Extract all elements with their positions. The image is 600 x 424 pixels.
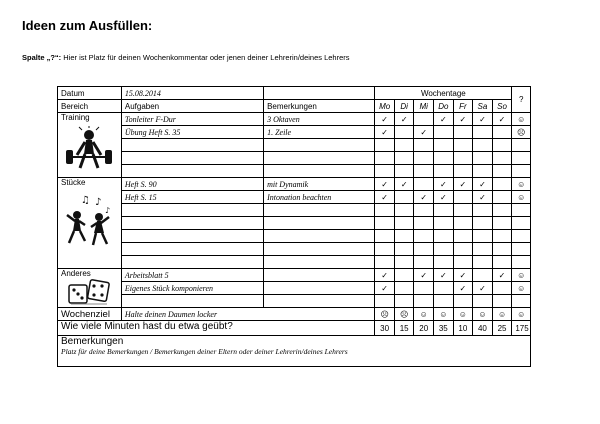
remark-cell[interactable]: 3 Oktaven (264, 113, 375, 126)
wochentage-label: Wochentage (375, 87, 512, 100)
task-cell[interactable] (121, 204, 263, 217)
section-anderes (58, 269, 122, 308)
check-cell[interactable] (473, 126, 493, 139)
check-cell[interactable]: ✓ (453, 113, 473, 126)
task-cell[interactable] (121, 165, 263, 178)
goal-face[interactable]: ☺ (434, 308, 454, 321)
minutes-value[interactable]: 20 (414, 321, 434, 336)
check-cell[interactable]: ✓ (434, 269, 454, 282)
check-cell[interactable]: ✓ (473, 113, 493, 126)
mood-cell[interactable]: ☺ (512, 282, 531, 295)
remark-cell[interactable] (264, 165, 375, 178)
minutes-value[interactable]: 10 (453, 321, 473, 336)
day-mi: Mi (414, 100, 434, 113)
minutes-value[interactable]: 35 (434, 321, 454, 336)
goal-face[interactable]: ☺ (492, 308, 512, 321)
check-cell[interactable] (453, 126, 473, 139)
dice-icon (67, 279, 111, 305)
minutes-value[interactable]: 30 (375, 321, 395, 336)
check-cell[interactable]: ✓ (375, 113, 395, 126)
check-cell[interactable]: ✓ (492, 113, 512, 126)
check-cell[interactable]: ✓ (434, 178, 454, 191)
remark-cell[interactable] (264, 217, 375, 230)
goal-face[interactable]: ☹ (375, 308, 395, 321)
section-training-label: Training (61, 113, 90, 122)
check-cell[interactable] (414, 178, 434, 191)
check-cell[interactable]: ✓ (434, 191, 454, 204)
minutes-value[interactable]: 25 (492, 321, 512, 336)
remark-cell[interactable] (264, 230, 375, 243)
task-cell[interactable] (121, 256, 263, 269)
section-anderes-label: Anderes (61, 269, 91, 278)
mood-cell[interactable]: ☺ (512, 178, 531, 191)
check-cell[interactable] (453, 191, 473, 204)
check-cell[interactable]: ✓ (473, 191, 493, 204)
weightlifter-icon (64, 126, 114, 172)
remark-cell[interactable] (264, 204, 375, 217)
check-cell[interactable] (394, 269, 414, 282)
datum-label: Datum (58, 87, 122, 100)
check-cell[interactable] (473, 269, 493, 282)
day-sa: Sa (473, 100, 493, 113)
task-cell[interactable] (121, 243, 263, 256)
check-cell[interactable] (492, 126, 512, 139)
bemerkungen-box[interactable] (58, 336, 531, 367)
check-cell[interactable]: ✓ (375, 282, 395, 295)
task-cell[interactable]: Übung Heft S. 35 (121, 126, 263, 139)
day-so: So (492, 100, 512, 113)
task-cell[interactable] (121, 152, 263, 165)
minutes-value[interactable]: 40 (473, 321, 493, 336)
bemerkungen-label: Bemerkungen (264, 100, 375, 113)
svg-text:♫: ♫ (81, 195, 91, 206)
task-cell[interactable]: Heft S. 15 (121, 191, 263, 204)
check-cell[interactable]: ✓ (453, 178, 473, 191)
remark-cell[interactable]: Intonation beachten (264, 191, 375, 204)
subtitle (22, 53, 350, 62)
check-cell[interactable]: ✓ (375, 126, 395, 139)
section-stuecke-label: Stücke (61, 178, 86, 187)
check-cell[interactable]: ✓ (453, 269, 473, 282)
check-cell[interactable]: ✓ (414, 126, 434, 139)
check-cell[interactable] (394, 191, 414, 204)
check-cell[interactable] (434, 282, 454, 295)
datum-value[interactable]: 15.08.2014 (121, 87, 263, 100)
check-cell[interactable]: ✓ (473, 178, 493, 191)
remark-cell[interactable]: 1. Zeile (264, 126, 375, 139)
subtitle-text: Hier ist Platz für deinen Wochenkommentar oder jenen deiner Lehrerin/deines Lehrers (61, 53, 350, 62)
bereich-label: Bereich (58, 100, 122, 113)
check-cell[interactable]: ✓ (453, 282, 473, 295)
bemerkungen-title: Bemerkungen (61, 336, 124, 347)
check-cell[interactable]: ✓ (414, 269, 434, 282)
wochenziel-text[interactable]: Halte deinen Daumen locker (121, 308, 374, 321)
check-cell[interactable]: ✓ (473, 282, 493, 295)
goal-face[interactable]: ☺ (414, 308, 434, 321)
bemerkungen-text: Platz für deine Bemerkungen / Bemerkungen deiner Eltern oder deiner Lehrerin/deines Lehrers (61, 347, 348, 356)
check-cell[interactable] (394, 126, 414, 139)
check-cell[interactable]: ✓ (394, 178, 414, 191)
goal-face[interactable]: ☺ (473, 308, 493, 321)
section-training (58, 113, 122, 178)
mood-cell[interactable]: ☺ (512, 269, 531, 282)
day-fr: Fr (453, 100, 473, 113)
day-do: Do (434, 100, 454, 113)
task-cell[interactable] (121, 139, 263, 152)
task-cell[interactable]: Arbeitsblatt 5 (121, 269, 263, 282)
mood-cell[interactable]: ☺ (512, 191, 531, 204)
goal-face[interactable]: ☹ (394, 308, 414, 321)
task-cell[interactable] (121, 217, 263, 230)
check-cell[interactable] (492, 191, 512, 204)
minutes-label: Wie viele Minuten hast du etwa geübt? (58, 321, 375, 336)
check-cell[interactable]: ✓ (434, 113, 454, 126)
remark-cell[interactable] (264, 152, 375, 165)
task-cell[interactable]: Heft S. 90 (121, 178, 263, 191)
task-cell[interactable]: Tonleiter F-Dur (121, 113, 263, 126)
day-di: Di (394, 100, 414, 113)
check-cell[interactable]: ✓ (414, 191, 434, 204)
minutes-total[interactable]: 175 (512, 321, 531, 336)
check-cell[interactable] (414, 282, 434, 295)
remark-cell[interactable] (264, 139, 375, 152)
section-stuecke (58, 178, 122, 269)
goal-face[interactable]: ☺ (512, 308, 531, 321)
wochenziel-label: Wochenziel (58, 308, 122, 321)
question-column-header: ? (512, 87, 531, 113)
remark-cell[interactable]: mit Dynamik (264, 178, 375, 191)
svg-text:♪: ♪ (105, 206, 111, 215)
check-cell[interactable] (394, 282, 414, 295)
check-cell[interactable]: ✓ (375, 191, 395, 204)
check-cell[interactable] (434, 126, 454, 139)
task-cell[interactable] (121, 230, 263, 243)
task-cell[interactable]: Eigenes Stück komponieren (121, 282, 263, 295)
check-cell[interactable] (414, 113, 434, 126)
task-cell[interactable] (121, 295, 263, 308)
mood-cell[interactable]: ☺ (512, 113, 531, 126)
page-title: Ideen zum Ausfüllen: (22, 18, 153, 33)
minutes-value[interactable]: 15 (394, 321, 414, 336)
check-cell[interactable]: ✓ (375, 178, 395, 191)
remark-cell[interactable] (264, 243, 375, 256)
check-cell[interactable] (492, 282, 512, 295)
svg-text:♪: ♪ (95, 197, 102, 208)
aufgaben-label: Aufgaben (121, 100, 263, 113)
day-mo: Mo (375, 100, 395, 113)
dancing-figures-icon (63, 191, 115, 249)
remark-cell[interactable] (264, 295, 375, 308)
goal-face[interactable]: ☺ (453, 308, 473, 321)
check-cell[interactable] (492, 178, 512, 191)
check-cell[interactable]: ✓ (394, 113, 414, 126)
check-cell[interactable]: ✓ (375, 269, 395, 282)
remark-cell[interactable] (264, 269, 375, 282)
remark-cell[interactable] (264, 282, 375, 295)
subtitle-label: Spalte „?“: (22, 53, 62, 62)
mood-cell[interactable]: ☹ (512, 126, 531, 139)
remark-cell[interactable] (264, 256, 375, 269)
practice-plan-table (57, 86, 531, 367)
check-cell[interactable]: ✓ (492, 269, 512, 282)
